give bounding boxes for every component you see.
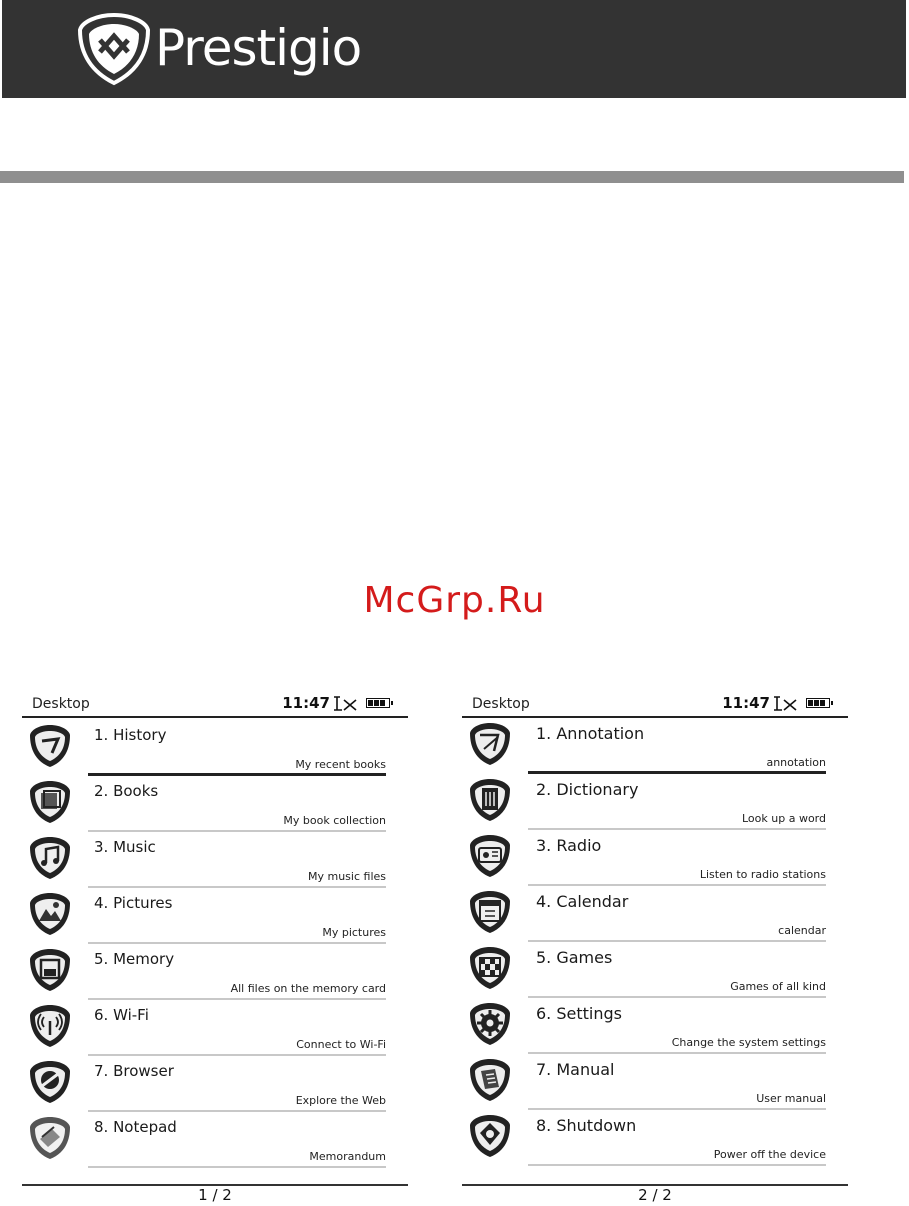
manual-icon <box>468 1057 512 1103</box>
books-icon <box>28 779 72 825</box>
menu-item-calendar[interactable] <box>462 886 848 942</box>
menu-item-label: 2. Books <box>94 782 159 800</box>
page-indicator: 2 / 2 <box>638 1186 672 1204</box>
calendar-icon <box>468 889 512 935</box>
menu-item-notepad[interactable] <box>22 1112 408 1168</box>
menu-item-desc: Power off the device <box>713 1148 826 1161</box>
menu-item-label: 6. Wi-Fi <box>94 1006 149 1024</box>
menu-item-desc: Memorandum <box>309 1150 386 1163</box>
dictionary-icon <box>468 777 512 823</box>
menu-item-desc: Games of all kind <box>730 980 826 993</box>
menu-item-radio[interactable] <box>462 830 848 886</box>
annotation-icon <box>468 721 512 767</box>
brand-header <box>2 0 906 98</box>
settings-icon <box>468 1001 512 1047</box>
music-icon <box>28 835 72 881</box>
menu-item-desc: User manual <box>756 1092 826 1105</box>
status-bar <box>462 690 848 718</box>
menu-item-label: 5. Games <box>536 948 613 967</box>
section-divider <box>0 171 904 183</box>
history-icon <box>28 723 72 769</box>
item-divider <box>88 1166 386 1168</box>
status-bar <box>22 690 408 718</box>
menu-item-label: 2. Dictionary <box>536 780 639 799</box>
pictures-icon <box>28 891 72 937</box>
menu-item-desc: calendar <box>778 924 826 937</box>
menu-item-desc: All files on the memory card <box>230 982 386 995</box>
menu-item-desc: My recent books <box>295 758 386 771</box>
menu-item-label: 7. Manual <box>536 1060 615 1079</box>
menu-item-label: 6. Settings <box>536 1004 622 1023</box>
menu-item-desc: Connect to Wi-Fi <box>296 1038 386 1051</box>
radio-icon <box>468 833 512 879</box>
page-indicator: 1 / 2 <box>198 1186 232 1204</box>
memory-icon <box>28 947 72 993</box>
battery-icon <box>366 698 390 708</box>
watermark-text: McGrp.Ru <box>363 580 546 621</box>
menu-item-label: 8. Shutdown <box>536 1116 637 1135</box>
menu-item-books[interactable] <box>22 776 408 832</box>
shutdown-icon <box>468 1113 512 1159</box>
battery-icon <box>806 698 830 708</box>
menu-item-wifi[interactable] <box>22 1000 408 1056</box>
menu-item-settings[interactable] <box>462 998 848 1054</box>
prestigio-emblem-icon <box>76 12 152 86</box>
menu-item-desc: My book collection <box>283 814 386 827</box>
menu-item-music[interactable] <box>22 832 408 888</box>
menu-item-desc: Listen to radio stations <box>699 868 826 881</box>
menu-item-dictionary[interactable] <box>462 774 848 830</box>
menu-item-label: 4. Calendar <box>536 892 629 911</box>
menu-item-desc: My music files <box>308 870 386 883</box>
menu-item-pictures[interactable] <box>22 888 408 944</box>
games-icon <box>468 945 512 991</box>
menu-item-desc: My pictures <box>322 926 386 939</box>
menu-item-label: 5. Memory <box>94 950 175 968</box>
menu-item-label: 3. Radio <box>536 836 602 855</box>
brand-name: Prestigio <box>155 19 362 77</box>
notepad-icon <box>28 1115 72 1161</box>
browser-icon <box>28 1059 72 1105</box>
menu-item-desc: Look up a word <box>742 812 826 825</box>
menu-item-label: 8. Notepad <box>94 1118 177 1136</box>
menu-item-shutdown[interactable] <box>462 1110 848 1166</box>
signal-off-icon <box>772 696 798 712</box>
menu-item-label: 7. Browser <box>94 1062 174 1080</box>
menu-item-memory[interactable] <box>22 944 408 1000</box>
menu-item-label: 3. Music <box>94 838 156 856</box>
status-title: Desktop <box>472 696 530 712</box>
menu-item-history[interactable] <box>22 720 408 776</box>
menu-item-desc: annotation <box>766 756 826 769</box>
menu-item-annotation[interactable] <box>462 718 848 774</box>
wifi-icon <box>28 1003 72 1049</box>
menu-item-manual[interactable] <box>462 1054 848 1110</box>
item-divider <box>528 1164 826 1166</box>
menu-item-desc: Explore the Web <box>295 1094 386 1107</box>
device-screen-page-2 <box>462 690 852 1206</box>
device-screen-page-1 <box>22 690 412 1206</box>
menu-item-desc: Change the system settings <box>671 1036 826 1049</box>
menu-item-label: 4. Pictures <box>94 894 173 912</box>
menu-item-label: 1. Annotation <box>536 724 645 743</box>
menu-item-label: 1. History <box>94 726 167 744</box>
signal-off-icon <box>332 696 358 712</box>
status-time: 11:47 <box>722 694 770 712</box>
status-time: 11:47 <box>282 694 330 712</box>
menu-item-browser[interactable] <box>22 1056 408 1112</box>
status-title: Desktop <box>32 696 90 712</box>
menu-item-games[interactable] <box>462 942 848 998</box>
